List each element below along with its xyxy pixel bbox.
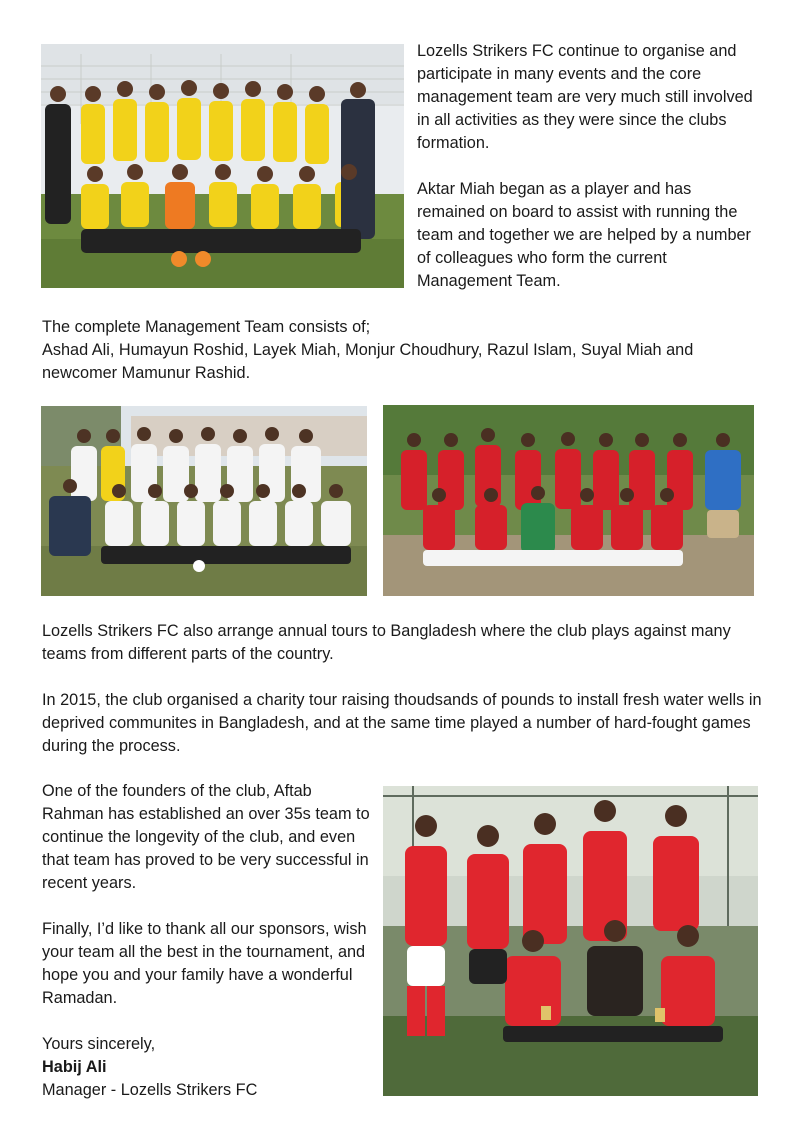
closing-paragraph-1: One of the founders of the club, Aftab Rahman has established an over 35s team to continue the longevity of the club, and even that team has proved to be very successful in recent years. (42, 782, 370, 892)
photo-awards-team (383, 786, 758, 1096)
intro-text (417, 40, 762, 293)
closing-text (42, 780, 372, 1102)
management-heading: The complete Management Team consists of; (42, 318, 371, 336)
signature-role: Manager - Lozells Strikers FC (42, 1081, 258, 1099)
intro-paragraph-2: Aktar Miah began as a player and has remained on board to assist with running the team and together we are helped by a number of colleagues who form the current Management Team. (417, 180, 751, 290)
management-text (42, 316, 767, 385)
signature-name: Habij Ali (42, 1058, 107, 1076)
signoff: Yours sincerely, (42, 1035, 156, 1053)
photo-white-team (41, 406, 367, 596)
photo-red-team (383, 405, 754, 596)
photo-yellow-team (41, 44, 404, 288)
tours-text (42, 620, 767, 758)
intro-paragraph-1: Lozells Strikers FC continue to organise and participate in many events and the core management team are very much still involved in all activities as they were since the clubs formation. (417, 42, 753, 152)
tours-paragraph-1: Lozells Strikers FC also arrange annual tours to Bangladesh where the club plays against many teams from different parts of the country. (42, 622, 731, 663)
management-members: Ashad Ali, Humayun Roshid, Layek Miah, Monjur Choudhury, Razul Islam, Suyal Miah and newcomer Mamunur Rashid. (42, 341, 694, 382)
tours-paragraph-2: In 2015, the club organised a charity tour raising thoudsands of pounds to install fresh water wells in deprived communites in Bangladesh, and at the same time played a number of hard-fought games during the process. (42, 691, 762, 755)
closing-paragraph-2: Finally, I’d like to thank all our sponsors, wish your team all the best in the tournament, and hope you and your family have a wonderful Ramadan. (42, 920, 367, 1007)
